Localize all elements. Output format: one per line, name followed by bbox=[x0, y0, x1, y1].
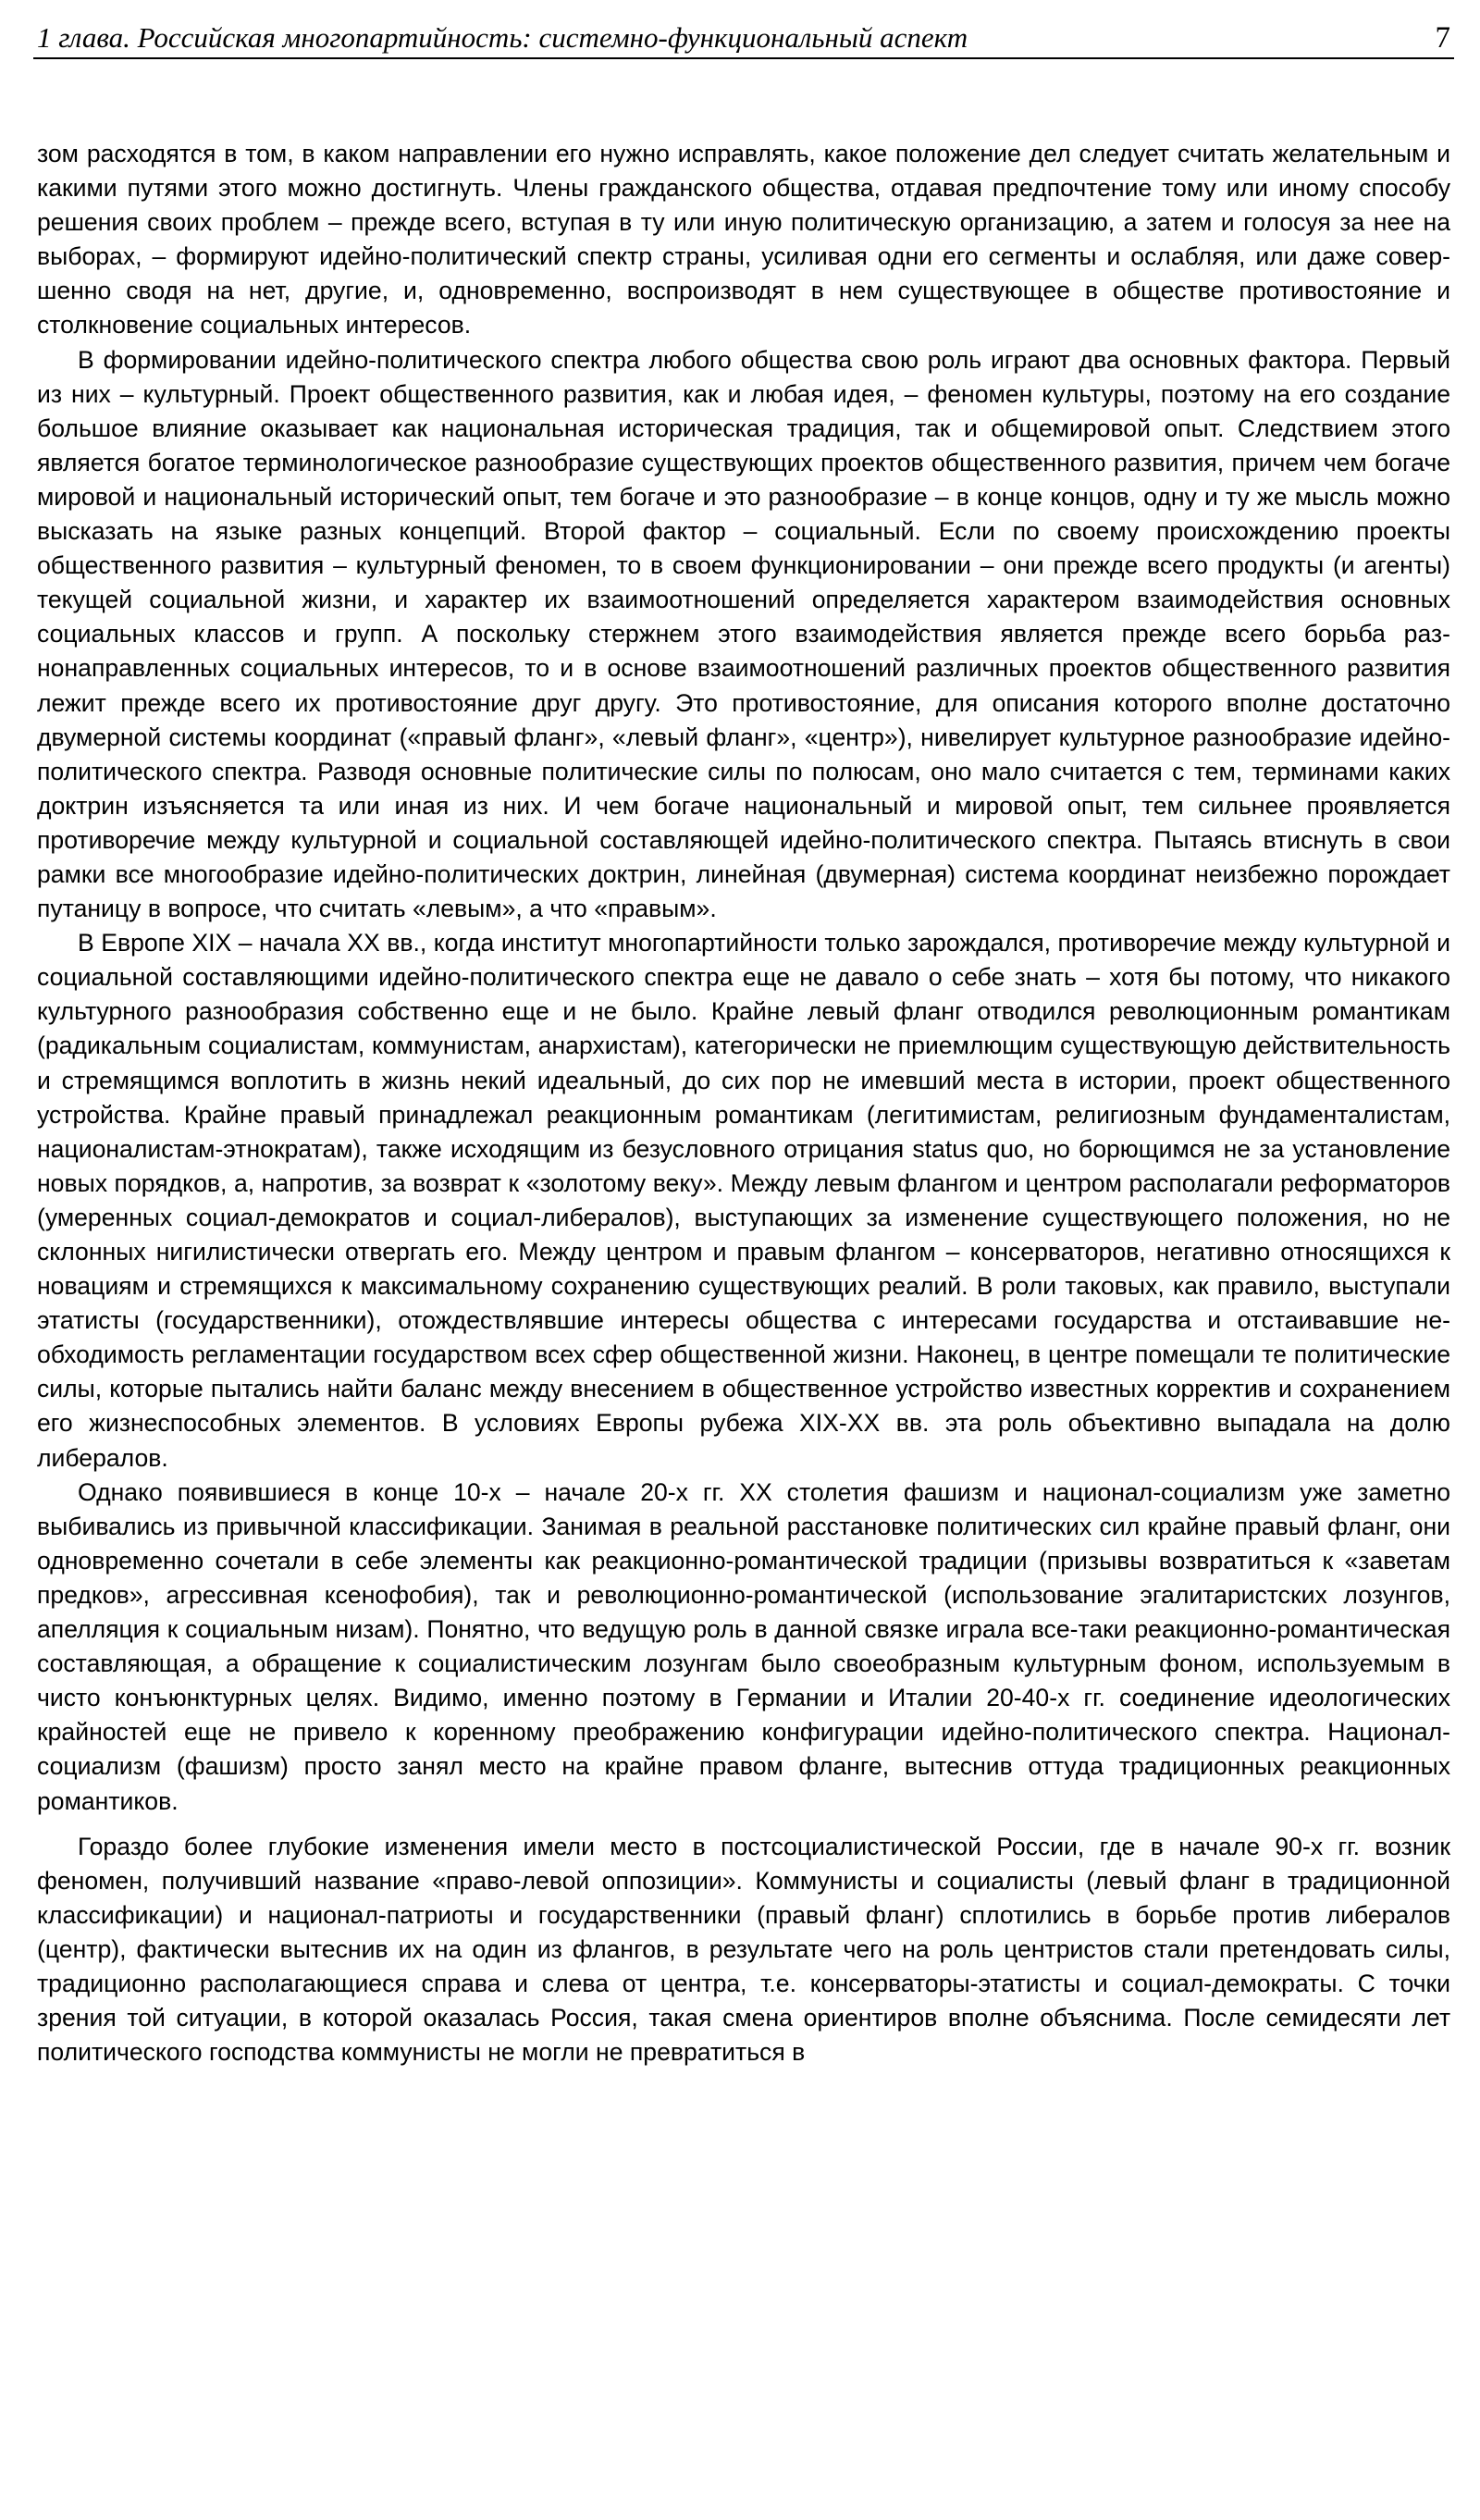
paragraph: В формировании идейно-политического спектра любого общества свою роль играют два основных фактора. Первый из них – культурный. Проект общественного развития, как и любая идея, – феномен культуры, поэтому на его создание большое влияние оказывает как национальная историческая традиция, так и общемировой опыт. Следствием этого является богатое терминологическое разнообразие существующих проектов общественного развития, причем чем богаче мировой и национальный исторический опыт, тем богаче и это разнообразие – в конце концов, одну и ту же мысль можно высказать на языке разных концепций. Второй фактор – социальный. Если по своему происхождению проекты общественного развития – культурный феномен, то в своем функционировании – они прежде всего продукты (и агенты) текущей социальной жизни, и характер их взаимоотношений определяется характером взаимодействия основных социальных классов и групп. А поскольку стержнем этого взаимодействия является прежде всего борьба разнонаправленных социальных интересов, то и в основе взаимоотношений различных проектов общественного развития лежит прежде всего их противостояние друг другу. Это противостояние, для описания которого вполне достаточно двумерной системы координат («правый фланг», «левый фланг», «центр»), нивелирует культурное разнообразие идейно-политического спектра. Разводя основные политические силы по полюсам, оно мало считается с тем, терминами каких доктрин изъясняется та или иная из них. И чем богаче национальный и мировой опыт, тем сильнее проявляется противоречие между культурной и социальной составляющей идейно-политического спектра. Пытаясь втиснуть в свои рамки все многообразие идейно-политических доктрин, линейная (двумерная) система координат неизбежно порождает путаницу в вопросе, что считать «левым», а что «правым». bbox=[37, 345, 1450, 923]
paragraph: В Европе XIX – начала XX вв., когда институт многопартийности только зарождался, противоречие между культурной и социальной составляющими идейно-политического спектра еще не давало о себе знать – хотя бы потому, что никакого культурного разнообразия собственно еще и не было. Крайне левый фланг отводился революционным романтикам (радикальным социалистам, коммунистам, анархистам), категорически не приемлющим существующую действительность и стремящимся воплотить в жизнь некий идеальный, до сих пор не имевший места в истории, проект общественного устройства. Крайне правый принадлежал реакционным романтикам (легитимистам, религиозным фундаменталистам, националистам-этнократам), также исходящим из безусловного отрицания status quo, но борющимся не за установление новых порядков, а, напротив, за возврат к «золотому веку». Между левым флангом и центром располагали реформаторов (умеренных социал-демократов и социал-либералов), выступающих за изменение существующего положения, но не склонных нигилистически отвергать его. Между центром и правым флангом – консерваторов, негативно относящихся к новациям и стремящихся к максимальному сохранению существующих реалий. В роли таковых, как правило, выступали этатисты (государственники), отождествлявшие интересы общества с интересами государства и отстаивавшие необходимость регламентации государством всех сфер общественной жизни. Наконец, в центре помещали те политические силы, которые пытались найти баланс между внесением в общественное устройство известных корректив и сохранением его жизнеспособных элементов. В условиях Европы рубежа XIX-XX вв. эта роль объективно выпадала на долю либералов. bbox=[37, 929, 1450, 1472]
paragraph: Гораздо более глубокие изменения имели место в постсоциалистической России, где в начале 90-х гг. возник феномен, получивший название «право-левой оппозиции». Коммунисты и социалисты (левый фланг в традиционной классификации) и национал-патриоты и государственники (правый фланг) сплотились в борьбе против либералов (центр), фактически вытеснив их на один из флангов, в результате чего на роль центристов стали претендовать силы, традиционно располагающиеся справа и слева от центра, т.е. консерваторы-этатисты и социал-демократы. С точки зрения той ситуации, в которой оказалась Россия, такая смена ориентиров вполне объяснима. После семидесяти лет политического господства коммунисты не могли не превратиться в bbox=[37, 1832, 1450, 2067]
running-header bbox=[33, 13, 1454, 59]
paragraph-continuation: зом расходятся в том, в каком направлении его нужно исправлять, какое положение дел следует считать желательным и какими путями этого можно достигнуть. Члены гражданского общества, отдавая предпочтение тому или иному способу решения своих проблем – прежде всего, вступая в ту или иную политическую организацию, а затем и голосуя за нее на выборах, – формируют идейно-политический спектр страны, усиливая одни его сегменты и ослабляя, или даже совершенно сводя на нет, другие, и, одновременно, воспроизводят в нем существующее в обществе противостояние и столкновение социальных интересов. bbox=[37, 140, 1450, 340]
paragraph: Однако появившиеся в конце 10-х – начале 20-х гг. XX столетия фашизм и национал-социализм уже заметно выбивались из привычной классификации. Занимая в реальной расстановке политических сил крайне правый фланг, они одновременно сочетали в себе элементы как реакционно-романтической традиции (призывы возвратиться к «заветам предков», агрессивная ксенофобия), так и революционно-романтической (использование эгалитаристских лозунгов, апелляция к социальным низам). Понятно, что ведущую роль в данной связке играла все-таки реакционно-романтическая составляющая, а обращение к социалистическим лозунгам было своеобразным культурным фоном, используемым в чисто конъюнктурных целях. Видимо, именно поэтому в Германии и Италии 20-40-х гг. соединение идеологических крайностей еще не привело к коренному преображению конфигурации идейно-политического спектра. Национал-социализм (фашизм) просто занял место на крайне правом фланге, вытеснив оттуда традиционных реакционных романтиков. bbox=[37, 1477, 1450, 1815]
document-page bbox=[33, 13, 1454, 2069]
body-text bbox=[33, 137, 1454, 2069]
running-title: 1 глава. Российская многопартийность: системно-функциональный аспект bbox=[37, 21, 968, 54]
page-number: 7 bbox=[1435, 21, 1450, 55]
